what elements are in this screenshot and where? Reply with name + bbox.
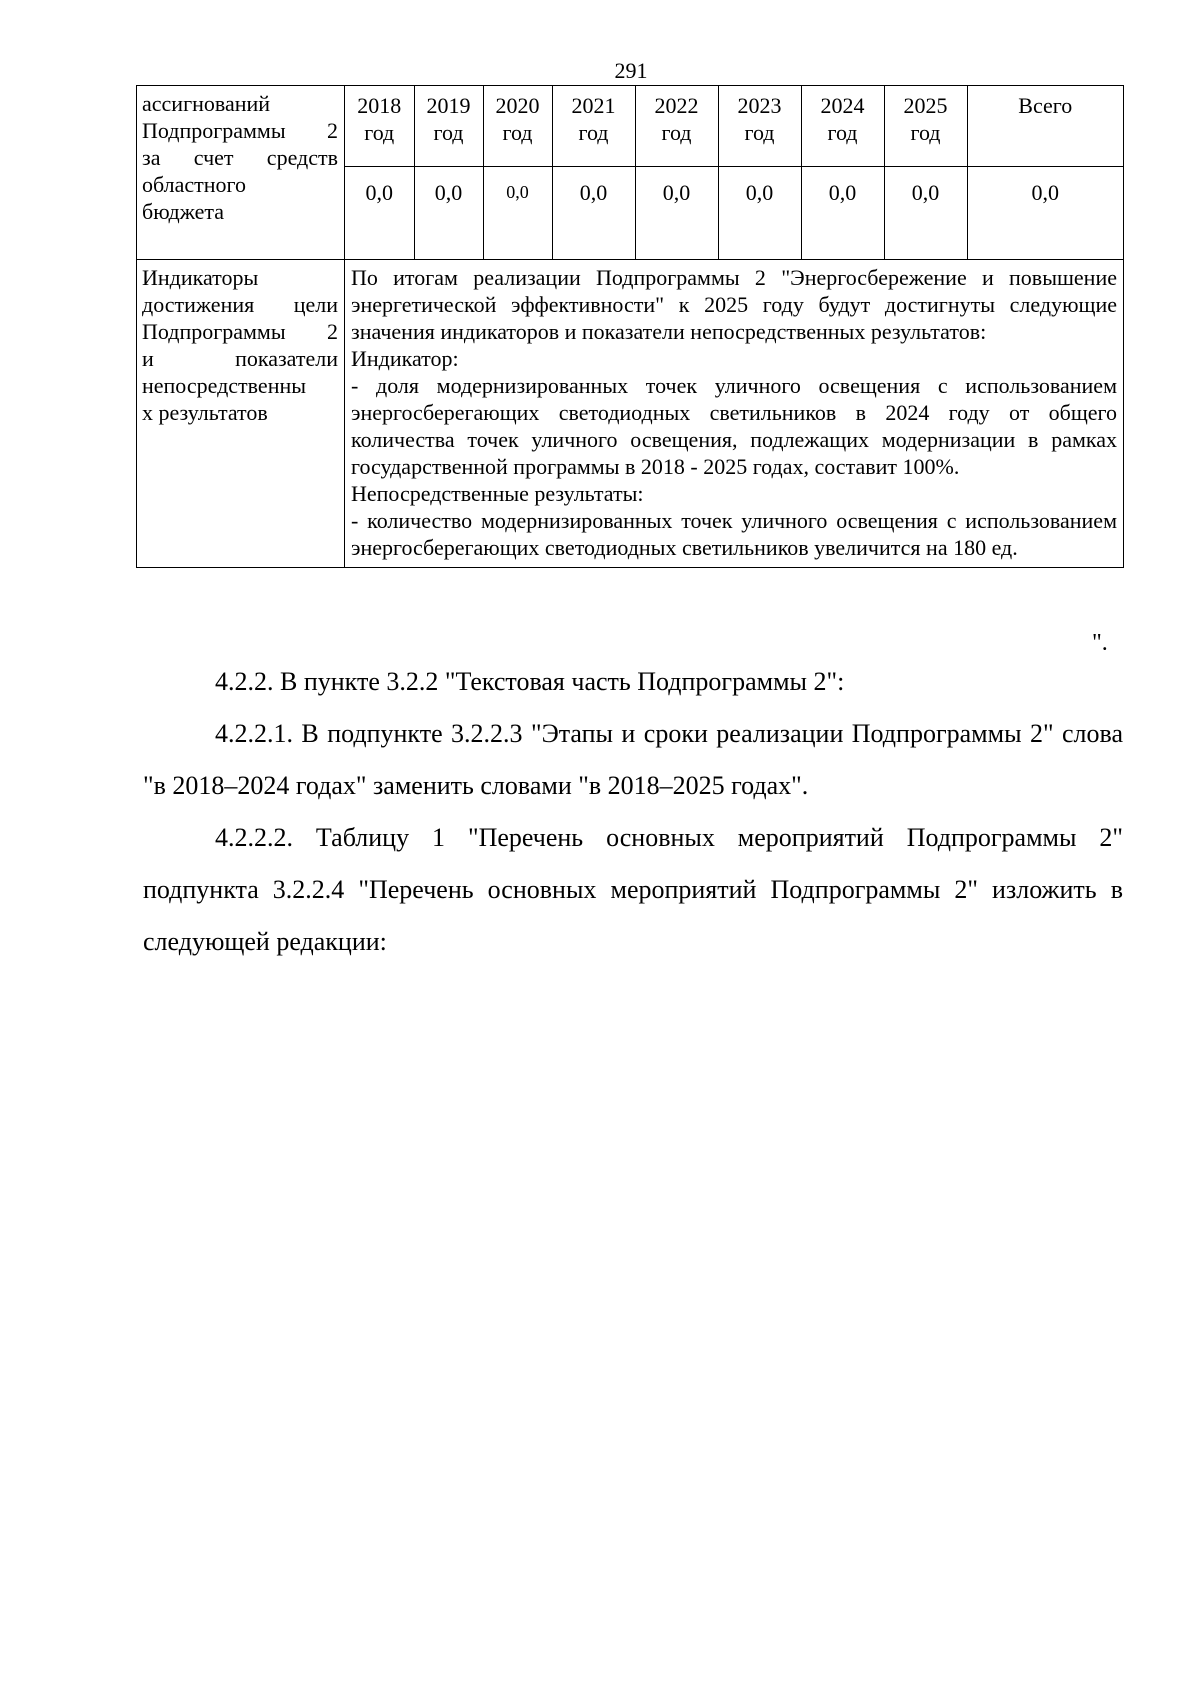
year-header: 2024 год <box>801 86 884 167</box>
funding-years-header <box>345 86 1123 167</box>
results-text: - количество модернизированных точек уличного освещения с использованием энергосберегающих светодиодных светильников увеличится на 180 ед. <box>351 508 1117 560</box>
funding-label-line: ассигнований <box>142 91 271 116</box>
year-value: 0,0 <box>365 180 393 205</box>
funding-label-cell <box>137 86 345 260</box>
paragraph: 4.2.2.2. Таблицу 1 "Перечень основных мероприятий Подпрограммы 2" подпункта 3.2.2.4 "Перечень основных мероприятий Подпрограммы 2" изложить в следующей редакции: <box>143 823 1123 956</box>
indicators-label-line: и показатели <box>142 346 338 371</box>
year-value: 0,0 <box>552 167 635 260</box>
indicators-label-line: Подпрограммы 2 <box>142 319 338 344</box>
indicators-row <box>137 260 1124 568</box>
year-value: 0,0 <box>635 167 718 260</box>
year-header: 2022 год <box>635 86 718 167</box>
year-header: 2021 год <box>552 86 635 167</box>
closing-quote: ". <box>1092 630 1108 656</box>
indicators-content-cell <box>345 260 1124 568</box>
year-header: 2025 год <box>884 86 967 167</box>
funding-years-table <box>345 86 1123 259</box>
indicator-text: - доля модернизированных точек уличного освещения с использованием энергосберегающих светодиодных светильников в 2024 году от общего количества точек уличного освещения, подлежащих модернизации в рамках государственной программы в 2018 - 2025 годах, составит 100%. <box>351 373 1117 479</box>
year-header: 2023 год <box>718 86 801 167</box>
funding-label-line: Подпрограммы 2 <box>142 118 338 143</box>
year-value: 0,0 <box>801 167 884 260</box>
indicators-label-line: х результатов <box>142 400 268 425</box>
funding-years-cell <box>345 86 1124 260</box>
paragraph: 4.2.2. В пункте 3.2.2 "Текстовая часть Подпрограммы 2": <box>215 667 845 696</box>
indicators-label-cell <box>137 260 345 568</box>
subprogram-passport-table <box>136 85 1124 568</box>
indicators-intro: По итогам реализации Подпрограммы 2 "Энергосбережение и повышение энергетической эффективности" к 2025 году будут достигнуты следующие значения индикаторов и показатели непосредственных результатов: <box>351 265 1117 344</box>
year-header: 2018 год <box>345 86 414 167</box>
funding-label-line: областного <box>142 172 247 197</box>
year-value: 0,0 <box>414 167 483 260</box>
year-header: 2020 год <box>483 86 552 167</box>
amendment-text <box>143 656 1123 968</box>
year-header: 2019 год <box>414 86 483 167</box>
indicators-label-line: достижения цели <box>142 292 338 317</box>
year-value: 0,0 <box>483 167 552 260</box>
total-header: Всего <box>967 86 1123 167</box>
indicators-label-line: непосредственны <box>142 373 307 398</box>
page-number: 291 <box>614 58 648 83</box>
indicators-label-line: Индикаторы <box>142 265 259 290</box>
funding-values <box>345 167 1123 260</box>
total-value: 0,0 <box>967 167 1123 260</box>
paragraph: 4.2.2.1. В подпункте 3.2.2.3 "Этапы и сроки реализации Подпрограммы 2" слова "в 2018–2024 годах" заменить словами "в 2018–2025 годах". <box>143 719 1123 800</box>
year-value: 0,0 <box>718 167 801 260</box>
indicator-heading: Индикатор: <box>351 346 459 371</box>
year-value: 0,0 <box>884 167 967 260</box>
funding-label-line: бюджета <box>142 199 225 224</box>
results-heading: Непосредственные результаты: <box>351 481 644 506</box>
funding-label-line: за счет средств <box>142 145 338 170</box>
funding-row <box>137 86 1124 260</box>
